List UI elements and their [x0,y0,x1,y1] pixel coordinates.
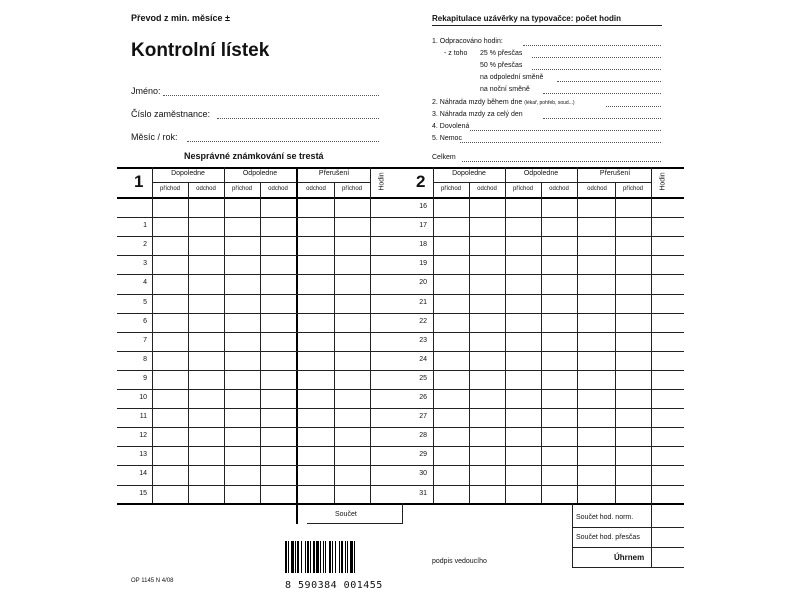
left-sub-3: příchod [231,186,252,192]
row-number-left: 6 [143,317,147,325]
right-header-mid-line [433,182,651,183]
row-number-right: 19 [419,260,427,268]
row-number-right: 30 [419,470,427,478]
uhrnem-label: Úhrnem [614,553,645,562]
col-line [188,182,189,503]
table-left-number: 1 [134,172,144,191]
right-hours-label: Hodin [659,172,667,191]
field-name-line[interactable] [163,95,379,96]
row-number-left: 9 [143,374,147,382]
left-sub-6: příchod [341,186,362,192]
col-line-thick [296,167,298,524]
barcode-bar [345,541,346,573]
barcode-bar [329,541,331,573]
row-number-right: 21 [419,298,427,306]
soucet-label: Součet [335,511,357,518]
row-number-right: 20 [419,279,427,287]
row-line [117,446,684,447]
row-number-left: 4 [143,279,147,287]
right-sub-2: odchod [477,186,497,192]
recap-sub-2-dots[interactable] [532,69,661,70]
warning-text: Nesprávné známkování se trestá [184,151,324,161]
recap-line-2-dots[interactable] [606,106,661,107]
summary-row-line [572,527,684,528]
row-number-right: 28 [419,432,427,440]
transfer-label: Převod z min. měsíce ± [131,13,230,23]
barcode-bar [297,541,299,573]
barcode-bar [323,541,324,573]
table-right-number: 2 [416,172,426,191]
table-top-border [117,167,684,169]
barcode-bar [301,541,302,573]
row-line [117,427,684,428]
recap-sub-3-dots[interactable] [557,81,661,82]
col-line [469,182,470,503]
row-number-left: 10 [139,394,147,401]
row-line [117,236,684,237]
row-line [117,217,684,218]
recap-line-4-dots[interactable] [470,130,661,131]
field-month-line[interactable] [187,141,379,142]
barcode-number: 8 590384 001455 [285,580,383,591]
recap-total: Celkem [432,154,456,161]
right-sub-6: příchod [622,186,643,192]
recap-sub-4: na noční směně [480,86,530,93]
barcode-bar [285,541,287,573]
row-number-left: 15 [139,489,147,497]
recap-sub-2: 50 % přesčas [480,62,523,69]
barcode-bar [335,541,336,573]
field-employee-number-label: Číslo zaměstnance: [131,109,211,119]
barcode-bar [332,541,333,573]
left-sub-5: odchod [306,186,326,192]
col-line [541,182,542,503]
barcode-bars [285,541,395,573]
barcode-bar [307,541,309,573]
row-line [117,294,684,295]
row-line [117,274,684,275]
barcode-bar [295,541,296,573]
recap-total-dots[interactable] [462,161,661,162]
recap-line-5: 5. Nemoc [432,135,462,142]
row-line [117,313,684,314]
right-sub-4: odchod [549,186,569,192]
col-line [334,182,335,503]
col-line [260,182,261,503]
summary-row-line [572,547,684,548]
barcode-bar [350,541,353,573]
recap-title: Rekapitulace uzávěrky na typovačce: počet hodin [432,14,621,23]
barcode-bar [288,541,289,573]
form-code: OP 1145 N 4/08 [131,578,174,584]
recap-sub-4-dots[interactable] [543,93,661,94]
recap-line-5-dots[interactable] [460,142,661,143]
left-sub-1: příchod [159,186,180,192]
row-number-left: 7 [143,336,147,344]
recap-sub-3: na odpolední směně [480,74,544,81]
row-line [117,485,684,486]
barcode [285,541,395,579]
signature-label: podpis vedoucího [432,558,487,565]
right-group-odpoledne: Odpoledne [523,170,559,177]
recap-line-3-dots[interactable] [543,118,661,119]
row-number-right: 25 [419,374,427,382]
barcode-bar [339,541,340,573]
left-sub-2: odchod [196,186,216,192]
row-number-left: 1 [143,222,147,230]
page-title: Kontrolní lístek [131,40,270,61]
right-sub-1: příchod [440,186,461,192]
row-line [117,255,684,256]
row-number-left: 8 [143,355,147,363]
left-header-mid-line [152,182,370,183]
recap-line-4: 4. Dovolená [432,123,470,130]
recap-sub-1: 25 % přesčas [480,50,523,57]
row-number-right: 23 [419,336,427,344]
row-number-left: 5 [143,298,147,306]
field-month-label: Měsíc / rok: [131,132,178,142]
left-group-odpoledne: Odpoledne [242,170,278,177]
recap-title-underline [432,25,662,26]
recap-line-3: 3. Náhrada mzdy za celý den [432,111,523,118]
field-employee-number-line[interactable] [217,118,379,119]
barcode-bar [305,541,306,573]
row-number-left: 12 [139,432,147,440]
soucet-prescas-label: Součet hod. přesčas [576,534,640,541]
recap-z-toho: - z toho [444,50,468,57]
left-group-dopoledne: Dopoledne [171,170,205,177]
summary-bottom-line [572,567,684,568]
row-number-right: 17 [419,222,427,230]
recap-line-1-dots[interactable] [523,45,661,46]
row-number-left: 2 [143,241,147,249]
row-line [117,370,684,371]
right-group-dopoledne: Dopoledne [452,170,486,177]
left-hours-label: Hodin [378,172,386,191]
row-number-left: 11 [139,413,147,421]
right-sub-5: odchod [587,186,607,192]
row-line [117,389,684,390]
barcode-bar [354,541,355,573]
table-header-bottom-border [117,197,684,199]
barcode-bar [320,541,321,573]
row-number-right: 31 [419,489,427,497]
right-sub-3: příchod [512,186,533,192]
row-number-right: 26 [419,394,427,401]
barcode-bar [291,541,294,573]
row-number-left: 3 [143,260,147,268]
left-sub-4: odchod [268,186,288,192]
right-group-preruseni: Přerušení [599,170,631,177]
row-line [117,351,684,352]
row-number-left: 13 [139,451,147,459]
row-number-right: 27 [419,413,427,421]
row-number-right: 22 [419,317,427,325]
row-line [117,465,684,466]
left-group-preruseni: Přerušení [318,170,350,177]
row-line [117,332,684,333]
row-line [117,408,684,409]
barcode-bar [316,541,319,573]
row-number-right: 18 [419,241,427,249]
row-number-right: 16 [419,203,427,210]
barcode-bar [313,541,315,573]
barcode-bar [310,541,311,573]
col-line [615,182,616,503]
soucet-norm-label: Součet hod. norm. [576,514,634,521]
summary-col-line [651,503,652,567]
row-number-right: 24 [419,355,427,363]
recap-sub-1-dots[interactable] [532,57,661,58]
barcode-bar [325,541,326,573]
barcode-bar [341,541,343,573]
field-name-label: Jméno: [131,86,161,96]
barcode-bar [347,541,348,573]
recap-line-2: 2. Náhrada mzdy během dne (lékař, pohřeb, soud...) [432,99,575,106]
row-number-left: 14 [139,470,147,478]
row-number-right: 29 [419,451,427,459]
recap-line-1: 1. Odpracováno hodin: [432,38,503,45]
